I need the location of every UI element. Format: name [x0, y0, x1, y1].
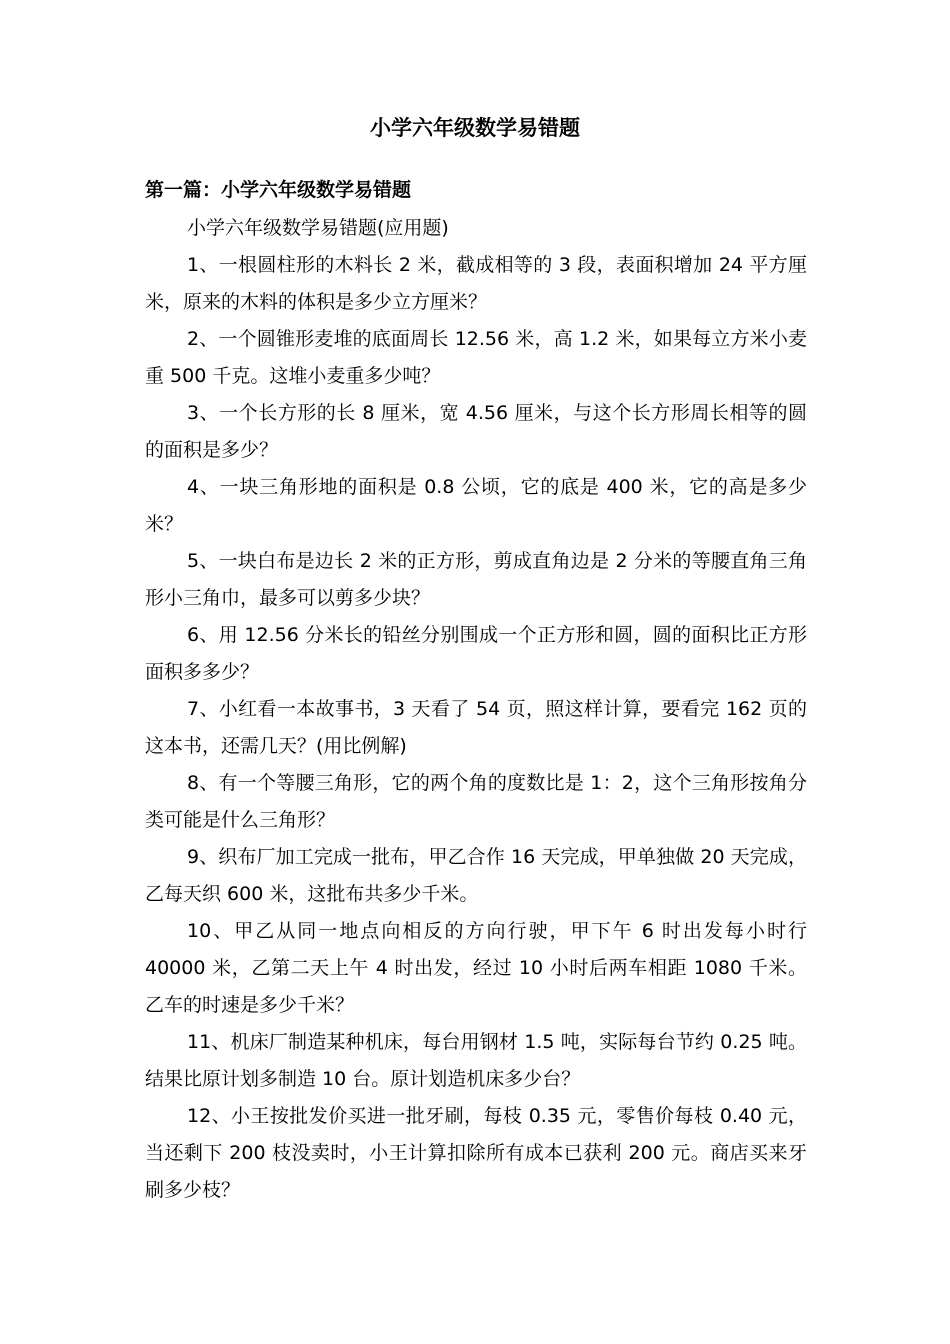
question-4: 4、一块三角形地的面积是 0.8 公顷，它的底是 400 米，它的高是多少米？ [145, 476, 807, 535]
document-body [145, 210, 807, 1209]
question-9: 9、织布厂加工完成一批布，甲乙合作 16 天完成，甲单独做 20 天完成，乙每天织 600 米，这批布共多少千米。 [145, 846, 807, 905]
subtitle: 小学六年级数学易错题(应用题) [187, 217, 449, 239]
question-5: 5、一块白布是边长 2 米的正方形，剪成直角边是 2 分米的等腰直角三角形小三角巾，最多可以剪多少块？ [145, 550, 807, 609]
question-6: 6、用 12.56 分米长的铅丝分别围成一个正方形和圆，圆的面积比正方形面积多多少？ [145, 624, 807, 683]
question-1: 1、一根圆柱形的木料长 2 米，截成相等的 3 段，表面积增加 24 平方厘米，原来的木料的体积是多少立方厘米？ [145, 254, 807, 313]
question-3: 3、一个长方形的长 8 厘米，宽 4.56 厘米，与这个长方形周长相等的圆的面积是多少？ [145, 402, 807, 461]
question-7: 7、小红看一本故事书，3 天看了 54 页，照这样计算，要看完 162 页的这本书，还需几天？(用比例解) [145, 698, 807, 757]
question-2: 2、一个圆锥形麦堆的底面周长 12.56 米，高 1.2 米，如果每立方米小麦重 500 千克。这堆小麦重多少吨？ [145, 328, 807, 387]
question-10: 10、甲乙从同一地点向相反的方向行驶，甲下午 6 时出发每小时行 40000 米，乙第二天上午 4 时出发，经过 10 小时后两车相距 1080 千米。乙车的时速是多少千米？ [145, 920, 807, 1016]
section-heading: 第一篇：小学六年级数学易错题 [145, 179, 412, 201]
question-8: 8、有一个等腰三角形，它的两个角的度数比是 1：2，这个三角形按角分类可能是什么三角形？ [145, 772, 807, 831]
document-title: 小学六年级数学易错题 [370, 116, 580, 140]
question-11: 11、机床厂制造某种机床，每台用钢材 1.5 吨，实际每台节约 0.25 吨。结果比原计划多制造 10 台。原计划造机床多少台？ [145, 1031, 807, 1090]
question-12: 12、小王按批发价买进一批牙刷，每枝 0.35 元，零售价每枝 0.40 元，当还剩下 200 枝没卖时，小王计算扣除所有成本已获利 200 元。商店买来牙刷多少枝？ [145, 1105, 807, 1201]
